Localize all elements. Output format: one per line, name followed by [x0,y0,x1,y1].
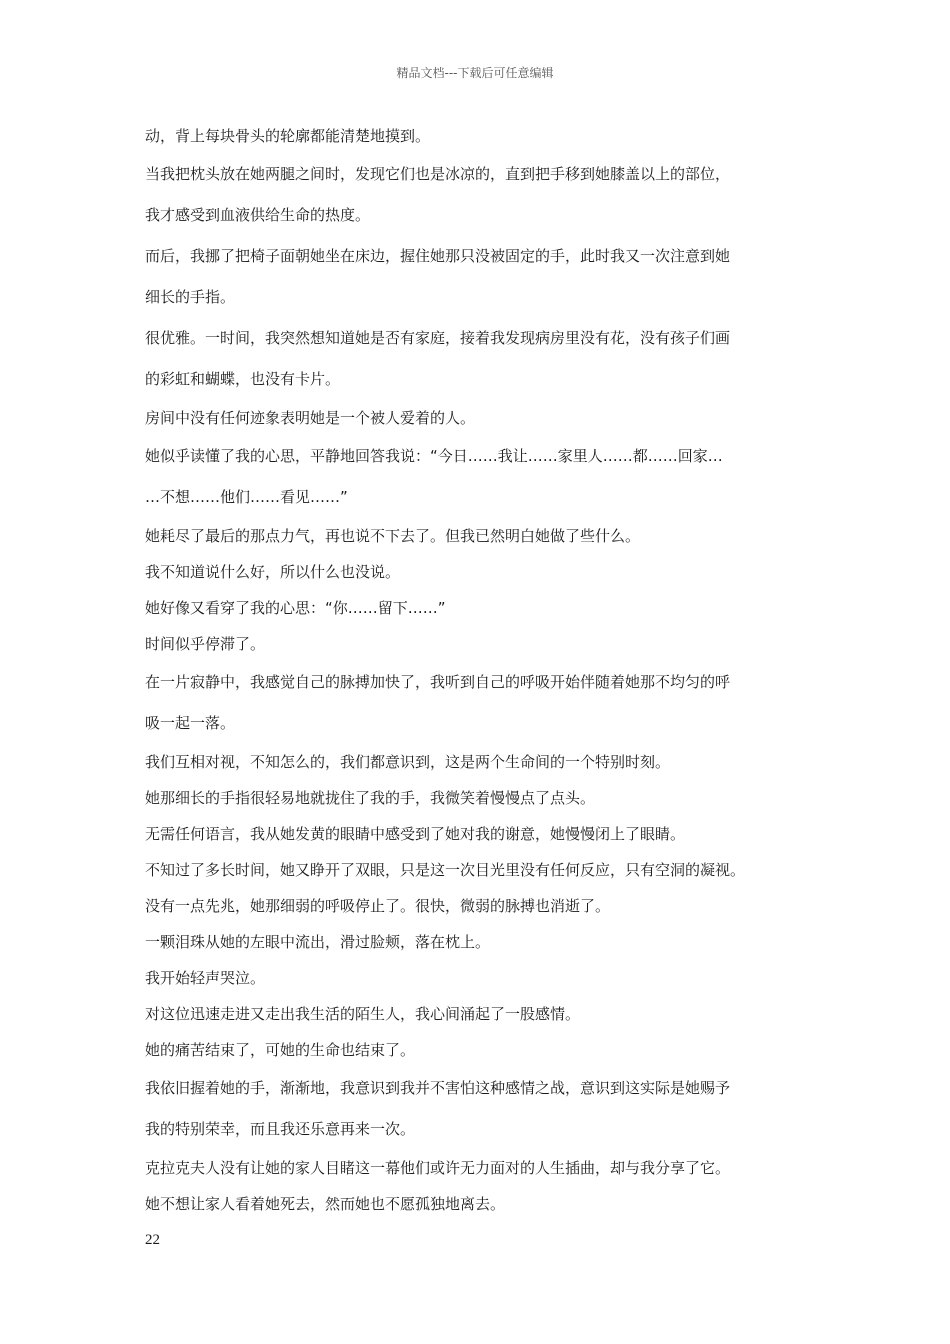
paragraph-line: 很优雅。一时间，我突然想知道她是否有家庭，接着我发现病房里没有花，没有孩子们画 [145,329,731,347]
paragraph-line: 房间中没有任何迹象表明她是一个被人爱着的人。 [145,409,476,427]
page-number: 22 [145,1232,160,1248]
paragraph-line: 我不知道说什么好，所以什么也没说。 [145,563,401,581]
paragraph-line: 而后，我挪了把椅子面朝她坐在床边，握住她那只没被固定的手，此时我又一次注意到她 [145,247,731,265]
paragraph-line: 动，背上每块骨头的轮廓都能清楚地摸到。 [145,127,431,145]
paragraph-line: 克拉克夫人没有让她的家人目睹这一幕他们或许无力面对的人生插曲，却与我分享了它。 [145,1159,731,1177]
paragraph-line: 我们互相对视，不知怎么的，我们都意识到，这是两个生命间的一个特别时刻。 [145,753,671,771]
paragraph-line: …不想……他们……看见……” [145,488,348,506]
paragraph-line: 我才感受到血液供给生命的热度。 [145,206,371,224]
paragraph-line: 不知过了多长时间，她又睁开了双眼，只是这一次目光里没有任何反应，只有空洞的凝视。 [145,861,746,879]
paragraph-line: 时间似乎停滞了。 [145,635,266,653]
paragraph-line: 她似乎读懂了我的心思，平静地回答我说：“今日……我让……家里人……都……回家… [145,447,723,465]
paragraph-line: 的彩虹和蝴蝶，也没有卡片。 [145,370,341,388]
paragraph-line: 无需任何语言，我从她发黄的眼睛中感受到了她对我的谢意，她慢慢闭上了眼睛。 [145,825,686,843]
paragraph-line: 她那细长的手指很轻易地就拢住了我的手，我微笑着慢慢点了点头。 [145,789,596,807]
paragraph-line: 我的特别荣幸，而且我还乐意再来一次。 [145,1120,416,1138]
paragraph-line: 没有一点先兆，她那细弱的呼吸停止了。很快，微弱的脉搏也消逝了。 [145,897,611,915]
paragraph-line: 当我把枕头放在她两腿之间时，发现它们也是冰凉的，直到把手移到她膝盖以上的部位， [145,165,731,183]
paragraph-line: 细长的手指。 [145,288,236,306]
document-body [145,118,815,1222]
paragraph-line: 我依旧握着她的手，渐渐地，我意识到我并不害怕这种感情之战，意识到这实际是她赐予 [145,1079,731,1097]
paragraph-line: 吸一起一落。 [145,714,236,732]
paragraph-line: 她好像又看穿了我的心思：“你……留下……” [145,599,446,617]
paragraph-line: 在一片寂静中，我感觉自己的脉搏加快了，我听到自己的呼吸开始伴随着她那不均匀的呼 [145,673,731,691]
paragraph-line: 她的痛苦结束了，可她的生命也结束了。 [145,1041,416,1059]
paragraph-line: 她耗尽了最后的那点力气，再也说不下去了。但我已然明白她做了些什么。 [145,527,641,545]
page-header: 精品文档---下载后可任意编辑 [396,66,554,80]
paragraph-line: 对这位迅速走进又走出我生活的陌生人，我心间涌起了一股感情。 [145,1005,581,1023]
paragraph-line: 我开始轻声哭泣。 [145,969,266,987]
paragraph-line: 她不想让家人看着她死去，然而她也不愿孤独地离去。 [145,1195,506,1213]
paragraph-line: 一颗泪珠从她的左眼中流出，滑过脸颊，落在枕上。 [145,933,491,951]
